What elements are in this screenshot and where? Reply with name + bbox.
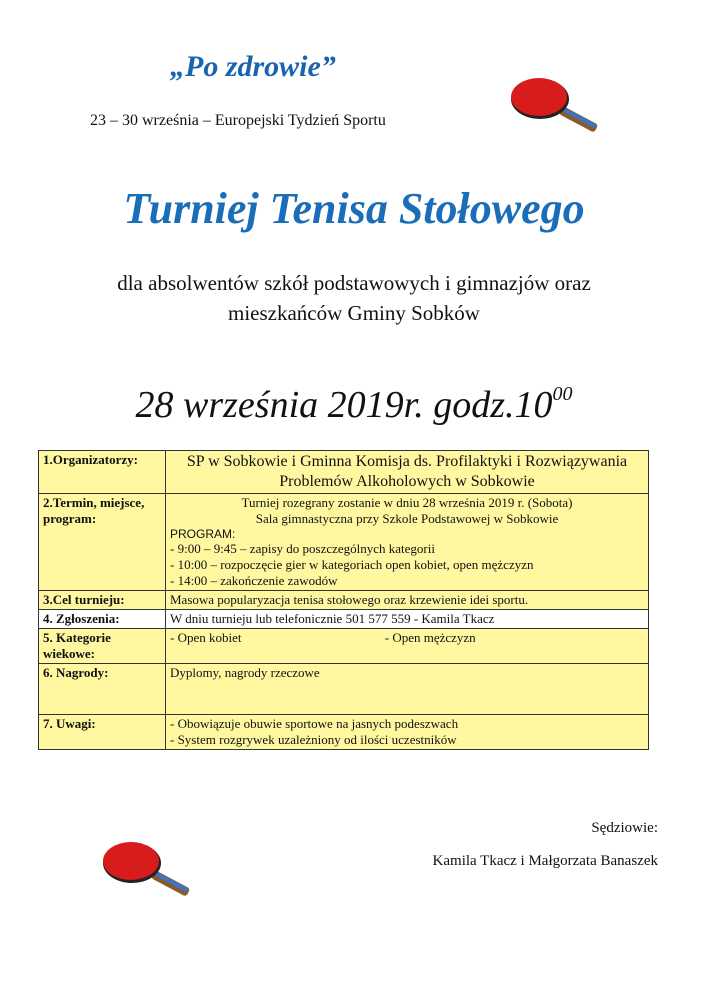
program-item: - 9:00 – 9:45 – zapisy do poszczególnych kategorii [170, 541, 435, 556]
signup-value: W dniu turnieju lub telefonicznie 501 577 559 - Kamila Tkacz [166, 610, 649, 629]
notes-value [166, 715, 649, 750]
notes-label: 7. Uwagi: [39, 715, 166, 750]
category-men: - Open mężczyzn [384, 630, 476, 645]
referees-names: Kamila Tkacz i Małgorzata Banaszek [432, 853, 658, 869]
term-line-2: Sala gimnastyczna przy Szkole Podstawowej w Sobkowie [255, 511, 559, 526]
notes-item: - Obowiązuje obuwie sportowe na jasnych podeszwach [170, 716, 459, 731]
table-row-prizes [39, 664, 649, 715]
event-date [0, 383, 708, 427]
event-subline: 23 – 30 września – Europejski Tydzień Sportu [90, 112, 386, 129]
goal-value: Masowa popularyzacja tenisa stołowego oraz krzewienie idei sportu. [166, 591, 649, 610]
prizes-value: Dyplomy, nagrody rzeczowe [166, 664, 649, 715]
referees-label: Sędziowie: [591, 820, 658, 836]
audience-line-1: dla absolwentów szkół podstawowych i gimnazjów oraz [117, 271, 591, 295]
category-women: - Open kobiet [170, 630, 242, 645]
slogan: „Po zdrowie” [170, 50, 336, 83]
page-title: Turniej Tenisa Stołowego [123, 184, 585, 233]
table-row-goal [39, 591, 649, 610]
event-date-minutes: 00 [552, 383, 573, 405]
categories-label: 5. Kategorie wiekowe: [39, 629, 166, 664]
categories-value [166, 629, 649, 664]
ping-pong-paddle-icon [508, 74, 608, 134]
goal-label: 3.Cel turnieju: [39, 591, 166, 610]
audience-line-2: mieszkańców Gminy Sobków [228, 301, 480, 325]
term-line-1: Turniej rozegrany zostanie w dniu 28 września 2019 r. (Sobota) [241, 495, 573, 510]
program-item: - 14:00 – zakończenie zawodów [170, 573, 338, 588]
table-row-notes [39, 715, 649, 750]
table-row-organizers [39, 451, 649, 494]
signup-label: 4. Zgłoszenia: [39, 610, 166, 629]
prizes-label: 6. Nagrody: [39, 664, 166, 715]
table-row-term [39, 494, 649, 591]
program-header: PROGRAM: [170, 527, 236, 541]
term-value [166, 494, 649, 591]
audience [0, 268, 708, 328]
ping-pong-paddle-icon [100, 838, 200, 898]
program-item: - 10:00 – rozpoczęcie gier w kategoriach open kobiet, open mężczyzn [170, 557, 534, 572]
info-table [38, 450, 649, 750]
notes-item: - System rozgrywek uzależniony od ilości uczestników [170, 732, 457, 747]
organizers-value: SP w Sobkowie i Gminna Komisja ds. Profilaktyki i Rozwiązywania Problemów Alkoholowych w Sobkowie [166, 451, 649, 494]
table-row-signup [39, 610, 649, 629]
term-label: 2.Termin, miejsce, program: [39, 494, 166, 591]
organizers-label: 1.Organizatorzy: [39, 451, 166, 494]
event-date-main: 28 września 2019r. godz.10 [135, 384, 553, 426]
table-row-categories [39, 629, 649, 664]
